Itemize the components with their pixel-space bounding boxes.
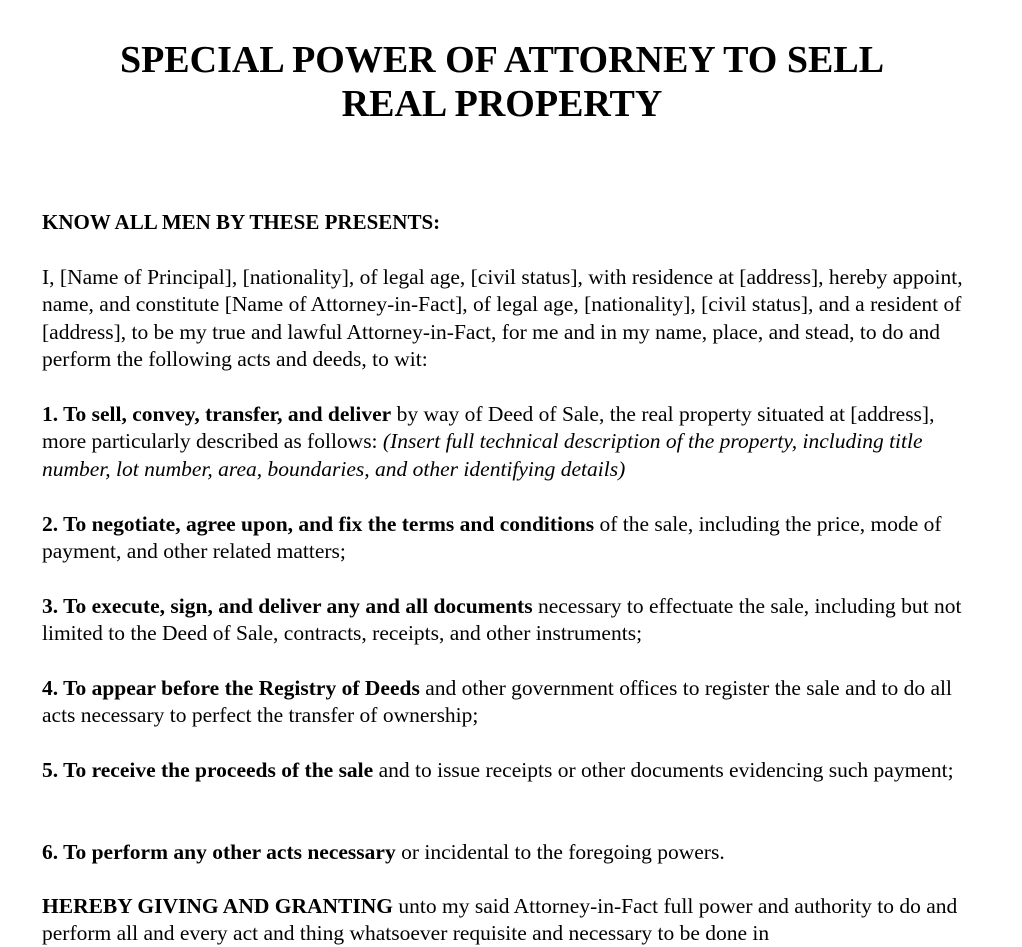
title-line-2: REAL PROPERTY xyxy=(341,83,663,125)
clause-1-lead: 1. To sell, convey, transfer, and deliver xyxy=(42,402,392,426)
clause-3-lead: 3. To execute, sign, and deliver any and all documents xyxy=(42,594,533,618)
clause-3 xyxy=(42,593,982,648)
intro-paragraph: I, [Name of Principal], [nationality], of legal age, [civil status], with residence at [address], hereby appoint, name, and constitute [Name of Attorney-in-Fact], of legal age, [nationality], [civil status], and a resident of [address], to be my true and lawful Attorney-in-Fact, for me and in my name, place, and stead, to do and perform the following acts and deeds, to wit: xyxy=(42,265,963,372)
title-line-1: SPECIAL POWER OF ATTORNEY TO SELL xyxy=(119,39,885,81)
clause-4 xyxy=(42,675,982,730)
clause-1-note: (Insert full technical description of the property, including title number, lot number, area, boundaries, and other identifying details) xyxy=(42,429,923,481)
clause-1-text: by way of Deed of Sale, the real property situated at [address], more particularly described as follows: xyxy=(42,402,935,454)
clause-6 xyxy=(42,839,982,866)
clause-2-text: of the sale, including the price, mode of payment, and other related matters; xyxy=(42,512,942,564)
clause-5-text: and to issue receipts or other documents evidencing such payment; xyxy=(373,758,954,782)
clause-6-lead: 6. To perform any other acts necessary xyxy=(42,840,396,864)
opening-heading: KNOW ALL MEN BY THESE PRESENTS: xyxy=(42,210,441,234)
granting-lead: HEREBY GIVING AND GRANTING xyxy=(42,894,394,918)
clause-4-text: and other government offices to register the sale and to do all acts necessary to perfect the transfer of ownership; xyxy=(42,676,952,728)
clause-4-lead: 4. To appear before the Registry of Deeds xyxy=(42,676,420,700)
clause-2 xyxy=(42,511,982,566)
clause-3-text: necessary to effectuate the sale, including but not limited to the Deed of Sale, contracts, receipts, and other instruments; xyxy=(42,594,962,646)
document-title xyxy=(0,38,1004,126)
clause-5 xyxy=(42,757,982,784)
clause-5-lead: 5. To receive the proceeds of the sale xyxy=(42,758,374,782)
clause-6-text: or incidental to the foregoing powers. xyxy=(395,840,725,864)
clause-1 xyxy=(42,401,982,483)
granting-paragraph xyxy=(42,893,982,947)
clause-2-lead: 2. To negotiate, agree upon, and fix the terms and conditions xyxy=(42,512,595,536)
granting-text: unto my said Attorney-in-Fact full power and authority to do and perform all and every act and thing whatsoever requisite and necessary to be done in xyxy=(42,894,958,946)
